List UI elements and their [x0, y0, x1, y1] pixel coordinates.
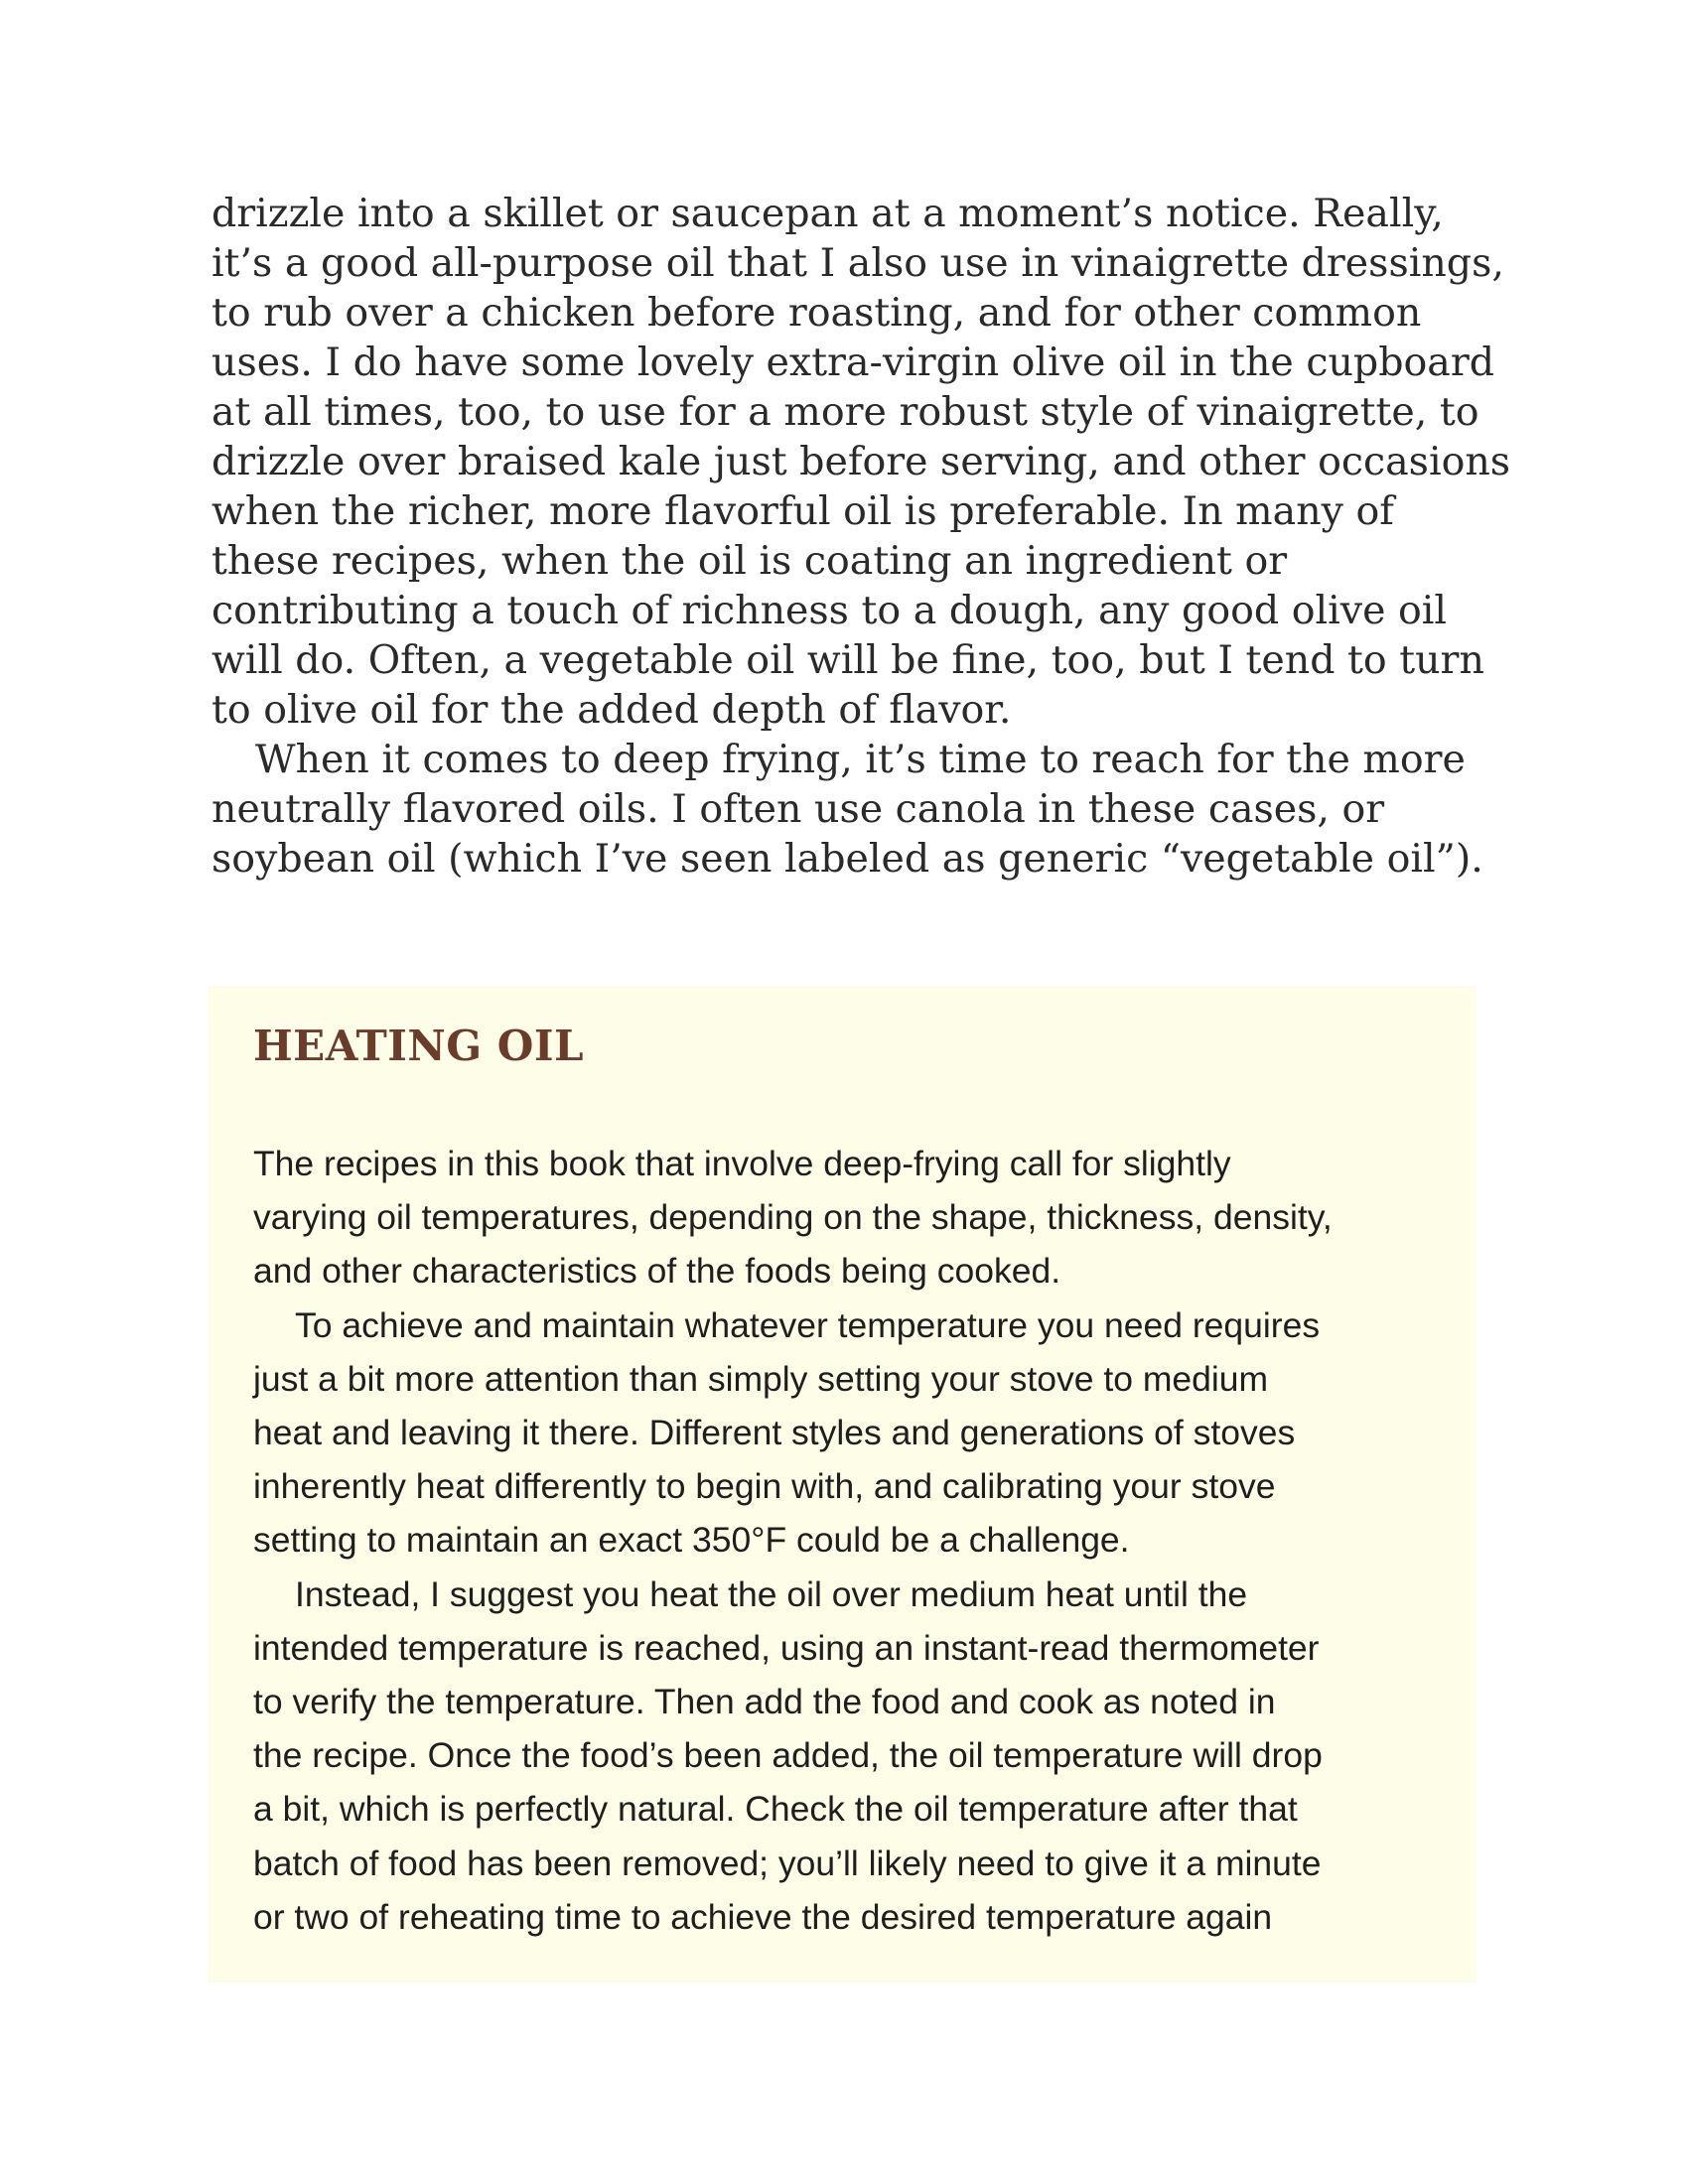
paragraph-olive-oil: [211, 189, 1511, 735]
text-line: and other characteristics of the foods being cooked.: [253, 1251, 1061, 1292]
text-line: to verify the temperature. Then add the food and cook as noted in: [253, 1682, 1276, 1722]
text-line: intended temperature is reached, using an instant-read thermometer: [253, 1627, 1320, 1668]
sidebar-heading: HEATING OIL: [253, 1022, 585, 1070]
body-text: [211, 189, 1511, 884]
text-line: heat and leaving it there. Different styles and generations of stoves: [253, 1413, 1296, 1453]
text-line: to olive oil for the added depth of flavor.: [211, 687, 1012, 733]
sidebar-text: [253, 1137, 1465, 1944]
text-line: To achieve and maintain whatever temperature you need requires: [295, 1304, 1321, 1345]
text-line: will do. Often, a vegetable oil will be fine, too, but I tend to turn: [211, 637, 1484, 683]
paragraph-deep-frying: [211, 735, 1502, 884]
text-line: contributing a touch of richness to a dough, any good olive oil: [211, 588, 1448, 633]
sidebar-paragraph-2: [253, 1298, 1465, 1568]
text-line: When it comes to deep frying, it’s time to reach for the more: [255, 737, 1466, 782]
text-line: a bit, which is perfectly natural. Check the oil temperature after that: [253, 1789, 1298, 1830]
text-line: at all times, too, to use for a more robust style of vinaigrette, to: [211, 389, 1479, 435]
text-line: soybean oil (which I’ve seen labeled as generic “vegetable oil”).: [211, 836, 1483, 882]
text-line: neutrally flavored oils. I often use canola in these cases, or: [211, 786, 1385, 832]
text-line: or two of reheating time to achieve the desired temperature again: [253, 1896, 1273, 1937]
text-line: inherently heat differently to begin with, and calibrating your stove: [253, 1466, 1276, 1507]
text-line: when the richer, more flavorful oil is preferable. In many of: [211, 488, 1394, 534]
text-line: it’s a good all-purpose oil that I also use in vinaigrette dressings,: [211, 240, 1504, 286]
text-line: batch of food has been removed; you’ll likely need to give it a minute: [253, 1843, 1322, 1883]
text-line: setting to maintain an exact 350°F could be a challenge.: [253, 1520, 1130, 1561]
text-line: just a bit more attention than simply setting your stove to medium: [253, 1358, 1269, 1399]
text-line: uses. I do have some lovely extra-virgin olive oil in the cupboard: [211, 340, 1494, 385]
text-line: drizzle into a skillet or saucepan at a moment’s notice. Really,: [211, 191, 1444, 236]
text-line: Instead, I suggest you heat the oil over medium heat until the: [295, 1573, 1248, 1614]
text-line: these recipes, when the oil is coating an ingredient or: [211, 538, 1288, 584]
text-line: The recipes in this book that involve deep-frying call for slightly: [253, 1144, 1231, 1183]
sidebar-paragraph-1: [253, 1137, 1465, 1298]
text-line: drizzle over braised kale just before serving, and other occasions: [211, 439, 1511, 484]
text-line: varying oil temperatures, depending on the shape, thickness, density,: [253, 1197, 1333, 1238]
text-line: to rub over a chicken before roasting, and for other common: [211, 290, 1422, 336]
text-line: the recipe. Once the food’s been added, the oil temperature will drop: [253, 1735, 1323, 1776]
sidebar-paragraph-3: [253, 1568, 1465, 1944]
sidebar-box: [208, 986, 1477, 1982]
